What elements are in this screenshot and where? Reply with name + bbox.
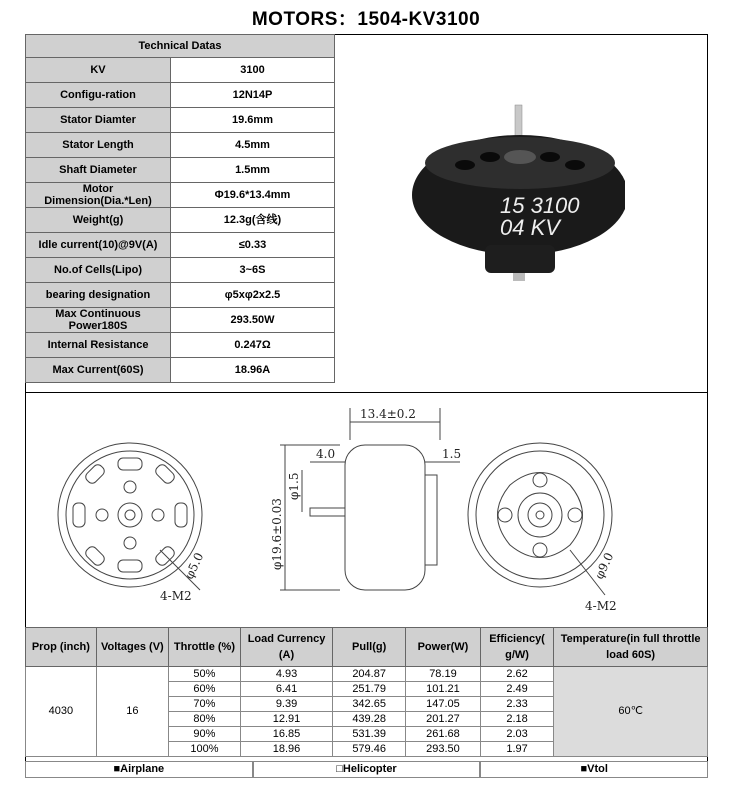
spec-value: 293.50W xyxy=(171,308,335,333)
spec-row xyxy=(26,358,335,383)
perf-cell: 90% xyxy=(169,727,241,742)
prop-cell: 4030 xyxy=(26,667,97,757)
perf-cell: 4.93 xyxy=(240,667,332,682)
perf-row xyxy=(26,667,708,682)
spec-value: 3100 xyxy=(171,58,335,83)
perf-cell: 12.91 xyxy=(240,712,332,727)
spec-key: Internal Resistance xyxy=(26,333,171,358)
spec-row xyxy=(26,183,335,208)
perf-cell: 50% xyxy=(169,667,241,682)
spec-key: No.of Cells(Lipo) xyxy=(26,258,171,283)
spec-key: Max Current(60S) xyxy=(26,358,171,383)
spec-value: Φ19.6*13.4mm xyxy=(171,183,335,208)
dim-length: 13.4±0.2 xyxy=(360,407,416,421)
spec-value: 18.96A xyxy=(171,358,335,383)
spec-value: 0.247Ω xyxy=(171,333,335,358)
temperature-cell: 60℃ xyxy=(554,667,708,757)
performance-table xyxy=(25,627,708,757)
perf-cell: 78.19 xyxy=(406,667,481,682)
technical-drawing xyxy=(40,400,700,622)
spec-row xyxy=(26,158,335,183)
spec-key: Weight(g) xyxy=(26,208,171,233)
perf-header: Load Currency (A) xyxy=(240,628,332,667)
perf-cell: 9.39 xyxy=(240,697,332,712)
perf-header: Temperature(in full throttle load 60S) xyxy=(554,628,708,667)
perf-cell: 100% xyxy=(169,742,241,757)
motor-photo xyxy=(395,95,625,295)
spec-value: 12.3g(含线) xyxy=(171,208,335,233)
perf-cell: 293.50 xyxy=(406,742,481,757)
spec-row xyxy=(26,258,335,283)
perf-cell: 2.33 xyxy=(480,697,553,712)
spec-key: Configu-ration xyxy=(26,83,171,108)
perf-cell: 147.05 xyxy=(406,697,481,712)
spec-key: Max Continuous Power180S xyxy=(26,308,171,333)
perf-cell: 342.65 xyxy=(333,697,406,712)
spec-value: φ5xφ2x2.5 xyxy=(171,283,335,308)
motor-label-1: 15 3100 xyxy=(500,193,580,218)
spec-key: Stator Diamter xyxy=(26,108,171,133)
perf-header: Pull(g) xyxy=(333,628,406,667)
spec-value: 12N14P xyxy=(171,83,335,108)
perf-cell: 439.28 xyxy=(333,712,406,727)
page-title: MOTORS：1504-KV3100 xyxy=(251,9,481,30)
perf-cell: 60% xyxy=(169,682,241,697)
spec-key: Motor Dimension(Dia.*Len) xyxy=(26,183,171,208)
spec-row xyxy=(26,58,335,83)
perf-cell: 80% xyxy=(169,712,241,727)
spec-row xyxy=(26,133,335,158)
spec-row xyxy=(26,333,335,358)
dim-left-hole: φ5.0 xyxy=(182,550,207,582)
top-view xyxy=(468,443,612,595)
perf-header: Efficiency( g/W) xyxy=(480,628,553,667)
perf-cell: 1.97 xyxy=(480,742,553,757)
dim-15: 1.5 xyxy=(442,447,462,461)
spec-key: Idle current(10)@9V(A) xyxy=(26,233,171,258)
perf-cell: 2.62 xyxy=(480,667,553,682)
spec-key: KV xyxy=(26,58,171,83)
dim-right-hole: φ9.0 xyxy=(592,550,617,582)
perf-header: Voltages (V) xyxy=(96,628,168,667)
perf-header: Power(W) xyxy=(406,628,481,667)
perf-cell: 101.21 xyxy=(406,682,481,697)
spec-header: Technical Datas xyxy=(26,35,335,58)
spec-row xyxy=(26,83,335,108)
spec-key: Shaft Diameter xyxy=(26,158,171,183)
spec-value: ≤0.33 xyxy=(171,233,335,258)
section-divider xyxy=(25,392,708,393)
dim-shaft: φ1.5 xyxy=(287,472,301,500)
perf-cell: 18.96 xyxy=(240,742,332,757)
side-view xyxy=(280,408,460,590)
perf-header: Prop (inch) xyxy=(26,628,97,667)
perf-cell: 201.27 xyxy=(406,712,481,727)
perf-cell: 204.87 xyxy=(333,667,406,682)
perf-cell: 531.39 xyxy=(333,727,406,742)
perf-cell: 579.46 xyxy=(333,742,406,757)
perf-cell: 2.18 xyxy=(480,712,553,727)
spec-table xyxy=(25,34,335,383)
perf-cell: 261.68 xyxy=(406,727,481,742)
voltage-cell: 16 xyxy=(96,667,168,757)
usage-helicopter: □Helicopter xyxy=(253,761,481,778)
motor-base xyxy=(485,245,555,273)
perf-cell: 251.79 xyxy=(333,682,406,697)
spec-row xyxy=(26,233,335,258)
perf-cell: 6.41 xyxy=(240,682,332,697)
perf-cell: 70% xyxy=(169,697,241,712)
spec-value: 4.5mm xyxy=(171,133,335,158)
motor-label-2: 04 KV xyxy=(500,215,560,240)
usage-vtol: ■Vtol xyxy=(480,761,708,778)
spec-row xyxy=(26,108,335,133)
spec-value: 19.6mm xyxy=(171,108,335,133)
spec-row xyxy=(26,208,335,233)
dim-right-screw: 4-M2 xyxy=(585,599,617,613)
spec-value: 3~6S xyxy=(171,258,335,283)
spec-row xyxy=(26,308,335,333)
spec-key: Stator Length xyxy=(26,133,171,158)
usage-row xyxy=(25,761,708,778)
dim-diameter: φ19.6±0.03 xyxy=(270,498,284,570)
usage-airplane: ■Airplane xyxy=(25,761,253,778)
spec-row xyxy=(26,283,335,308)
perf-cell: 2.03 xyxy=(480,727,553,742)
dim-4: 4.0 xyxy=(316,447,336,461)
spec-value: 1.5mm xyxy=(171,158,335,183)
dim-left-screw: 4-M2 xyxy=(160,589,192,603)
perf-header: Throttle (%) xyxy=(169,628,241,667)
bottom-view xyxy=(58,443,202,590)
spec-key: bearing designation xyxy=(26,283,171,308)
perf-cell: 2.49 xyxy=(480,682,553,697)
perf-cell: 16.85 xyxy=(240,727,332,742)
